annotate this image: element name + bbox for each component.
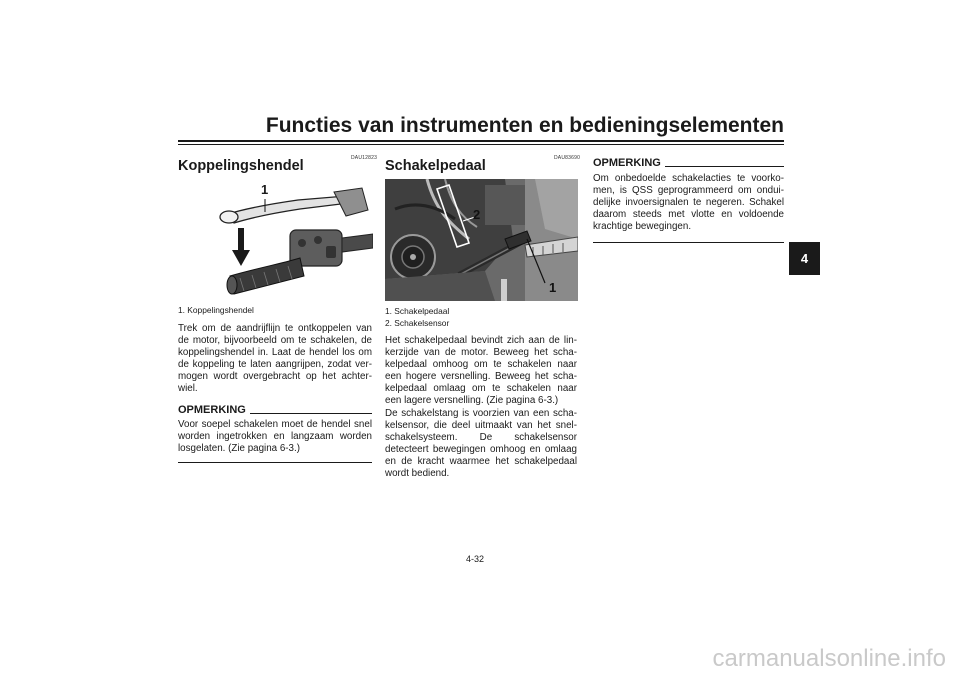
title-rule [178, 140, 784, 142]
note-end-rule [593, 242, 784, 243]
figure-caption: 1. Koppelingshendel [178, 305, 254, 315]
body-paragraph-shift-sensor: De schakelstang is voorzien van een scha-kelsensor, die deel uitmaakt van het snel-schakelsysteem. De schakelsensor detecteert bewegingen omhoog en omlaag en de kracht waarmee het schakelpedaal wordt bediend. [385, 408, 577, 480]
figure-callout-1: 1 [261, 182, 269, 197]
figure-callout-2: 2 [473, 207, 481, 222]
clutch-lever-illustration [178, 176, 373, 301]
chapter-tab[interactable]: 4 [789, 242, 820, 275]
figure-callout-1: 1 [549, 280, 557, 295]
page-number: 4-32 [466, 554, 485, 564]
section-code: DAU12823 [351, 155, 378, 161]
note-heading-rule [665, 166, 784, 167]
note-text-left: Voor soepel schakelen moet de hendel snel worden ingetrokken en langzaam worden losgelaten. (Zie pagina 6-3.) [178, 419, 372, 455]
section-heading-koppelingshendel: Koppelingshendel [178, 158, 304, 174]
note-heading-right [593, 157, 784, 169]
note-heading-label: OPMERKING [593, 157, 661, 169]
note-end-rule [178, 462, 372, 463]
body-paragraph-clutch: Trek om de aandrijflijn te ontkoppelen van de motor, bijvoorbeeld om te schakelen, de koppelingshendel in. Laat de hendel los om de koppeling te laten aangrijpen, zodat ver-mogen wordt overgebracht op het achter-wiel. [178, 323, 372, 395]
note-text-right: Om onbedoelde schakelacties te voorko-men, is QSS geprogrammeerd om ondui-delijke invoersignalen te negeren. Schakel daarom steeds met vlotte en voldoende krachtige bewegingen. [593, 173, 784, 233]
note-heading-left [178, 404, 372, 416]
watermark: carmanualsonline.info [712, 645, 946, 672]
figure-caption-2: 2. Schakelsensor [385, 318, 450, 328]
section-code: DAU83690 [554, 155, 581, 161]
shift-pedal-figure [385, 179, 578, 301]
figure-caption-1: 1. Schakelpedaal [385, 306, 450, 316]
body-paragraph-shift-pedal: Het schakelpedaal bevindt zich aan de lin-kerzijde van de motor. Beweeg het scha-kelpedaal omhoog om te schakelen naar een hogere versnelling. Beweeg het scha-kelpedaal omlaag om te schakelen naar een lagere versnelling. (Zie pagina 6-3.) [385, 335, 577, 407]
note-heading-label: OPMERKING [178, 404, 246, 416]
section-heading-schakelpedaal: Schakelpedaal [385, 158, 486, 174]
title-rule-thin [178, 144, 784, 145]
page-title: Functies van instrumenten en bedieningselementen [265, 114, 784, 137]
clutch-lever-figure [178, 176, 373, 301]
note-heading-rule [250, 413, 372, 414]
